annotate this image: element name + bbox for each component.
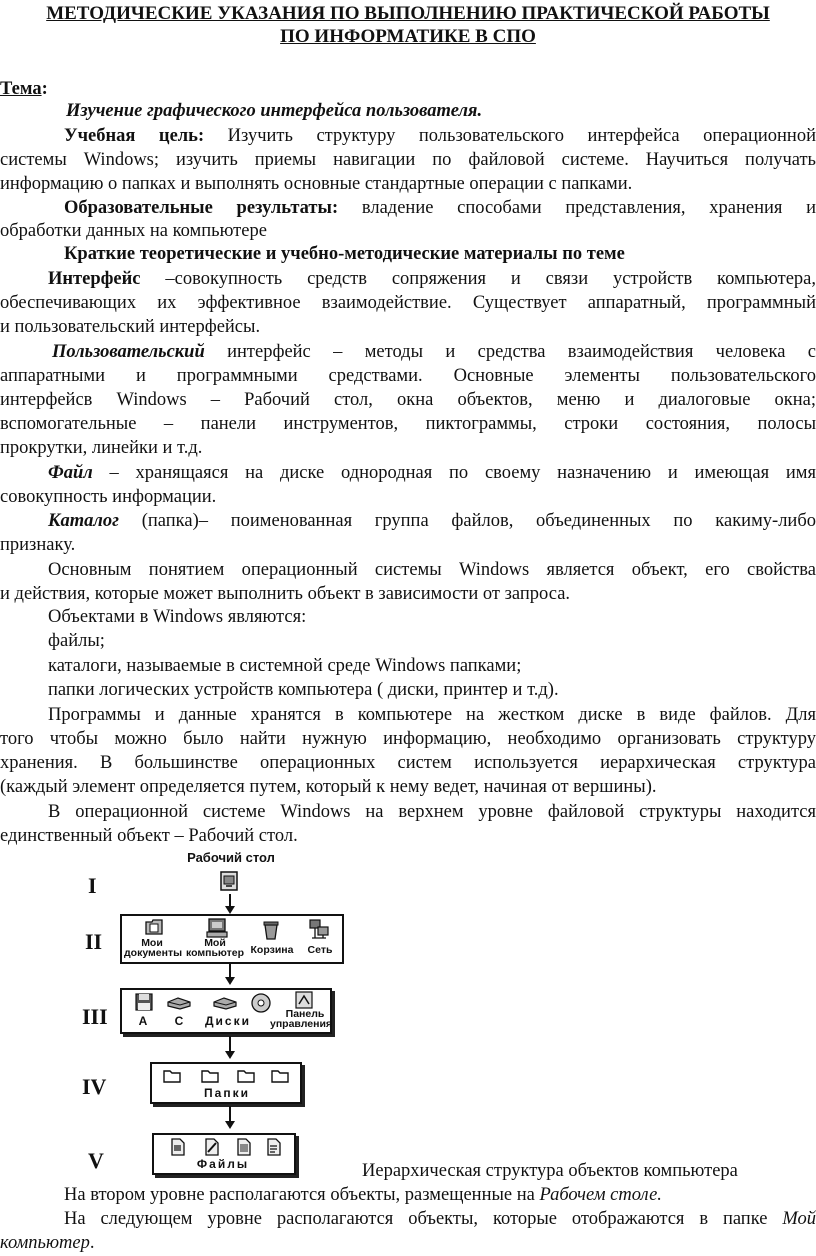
- goal-text1: Изучить структуру пользовательского интерфейса операционной: [227, 126, 816, 146]
- storage-line4: (каждый элемент определяется путем, который к нему ведет, начиная от вершины).: [0, 777, 657, 797]
- interface-line1: [0, 268, 816, 290]
- control-panel-label-1: Панель: [285, 1008, 325, 1020]
- level-label-v: V: [88, 1148, 104, 1173]
- files-label: Файлы: [196, 1157, 250, 1171]
- level4-box: [150, 1062, 302, 1104]
- file-term: Файл: [48, 463, 93, 483]
- floppy-icon: [134, 992, 154, 1012]
- arrow-2-3: [225, 977, 235, 985]
- interface-text1: –совокупность средств сопряжения и связи устройств компьютера,: [165, 269, 816, 289]
- level-label-ii: II: [85, 929, 103, 954]
- cd-icon: [250, 992, 272, 1014]
- drive-c-label: С: [174, 1014, 184, 1028]
- interface-line3: и пользовательский интерфейсы.: [0, 317, 261, 337]
- file-icon: [170, 1138, 186, 1156]
- after-line1-text: На втором уровне располагаются объекты, размещенные на: [64, 1185, 540, 1205]
- connector-4-5: [229, 1106, 231, 1122]
- catalog-term: Каталог: [48, 511, 120, 531]
- level-label-iii: III: [82, 1004, 108, 1029]
- after-line2: [0, 1208, 816, 1230]
- file-text1: – хранящаяся на диске однородная по своему назначению и имеющая имя: [109, 463, 816, 483]
- arrow-4-5: [225, 1121, 235, 1129]
- diagram-caption: Иерархическая структура объектов компьютера: [362, 1161, 738, 1181]
- user-interface-line2: аппаратными и программными средствами. Основные элементы пользовательского: [0, 366, 816, 386]
- drive-a-label: А: [138, 1014, 148, 1028]
- network-icon: [308, 918, 330, 940]
- topic-label-line: [0, 78, 816, 100]
- connector-3-4: [229, 1036, 231, 1052]
- interface-line2: обеспечивающих их эффективное взаимодействие. Существует аппаратный, программный: [0, 293, 816, 313]
- desktop-icon: [218, 870, 240, 892]
- disk-icon: [212, 996, 238, 1010]
- storage-line2: того чтобы можно было найти нужную информацию, необходимо организовать структуру: [0, 729, 816, 749]
- level3-box: [120, 988, 332, 1034]
- objects-line5: каталоги, называемые в системной среде Windows папками;: [48, 656, 522, 676]
- objects-line2: и действия, которые может выполнить объект в зависимости от запроса.: [0, 584, 571, 604]
- document-title-line2: ПО ИНФОРМАТИКЕ В СПО: [280, 26, 536, 47]
- level-label-i: I: [88, 873, 97, 898]
- objects-line4: файлы;: [48, 631, 105, 651]
- user-interface-line5: прокрутки, линейки и т.д.: [0, 438, 203, 458]
- after-line3-post: .: [89, 1233, 95, 1253]
- computer-icon: [206, 918, 228, 938]
- mycomp-label-2: компьютер: [185, 947, 245, 959]
- goal-line2: системы Windows; изучить приемы навигации по файловой системе. Научиться получать: [0, 150, 816, 170]
- goal-line3: информацию о папках и выполнять основные стандартные операции с папками.: [0, 174, 633, 194]
- folder-icon: [236, 1068, 256, 1084]
- trash-label: Корзина: [250, 944, 294, 956]
- file-line1: [0, 462, 816, 484]
- topic-text-value: Изучение графического интерфейса пользователя.: [66, 101, 483, 121]
- folder-icon: [162, 1068, 182, 1084]
- after-line2-text: На следующем уровне располагаются объекты, которые отображаются в папке: [64, 1209, 783, 1229]
- mycomp-label-1: Мой: [204, 937, 226, 949]
- file-icon: [204, 1138, 220, 1156]
- folders-label: Папки: [204, 1086, 250, 1100]
- goal-label: Учебная цель:: [64, 126, 205, 146]
- goal-line1: [0, 125, 816, 147]
- interface-term: Интерфейс: [48, 269, 141, 289]
- desktop-line1: В операционной системе Windows на верхнем уровне файловой структуры находится: [48, 802, 816, 822]
- folder-icon: [200, 1068, 220, 1084]
- level-label-iv: IV: [82, 1074, 107, 1099]
- file-icon: [266, 1138, 282, 1156]
- user-interface-term: Пользовательский: [52, 342, 205, 362]
- arrow-3-4: [225, 1051, 235, 1059]
- desktop-label: Рабочий стол: [187, 850, 275, 865]
- folder-icon: [270, 1068, 290, 1084]
- mydocs-label-2: документы: [124, 947, 183, 959]
- level2-box: [120, 914, 344, 964]
- after-line1-em: Рабочем столе.: [539, 1185, 662, 1205]
- level5-box: [152, 1133, 296, 1175]
- results-label: Образовательные результаты:: [64, 198, 339, 218]
- after-line3-em: компьютер: [0, 1233, 90, 1253]
- file-line2: совокупность информации.: [0, 487, 217, 507]
- catalog-line2: признаку.: [0, 535, 76, 555]
- after-line2-em: Мой: [782, 1209, 816, 1229]
- theory-heading: Краткие теоретические и учебно-методические материалы по теме: [64, 244, 625, 264]
- topic-colon: :: [41, 79, 48, 99]
- trash-icon: [262, 920, 280, 940]
- catalog-text1: (папка)– поименованная группа файлов, объединенных по какиму-либо: [141, 511, 816, 531]
- objects-line1: Основным понятием операционный системы Windows является объект, его свойства: [48, 560, 816, 580]
- after-line3: [0, 1232, 816, 1254]
- objects-line6: папки логических устройств компьютера ( диски, принтер и т.д).: [48, 680, 559, 700]
- connector-2-3: [229, 962, 231, 978]
- user-interface-line1: [0, 341, 816, 363]
- catalog-line1: [0, 510, 816, 532]
- after-line1: [0, 1184, 816, 1206]
- user-interface-line4: вспомогательные – панели инструментов, пиктограммы, строки состояния, полосы: [0, 414, 816, 434]
- mydocs-label-1: Мои: [141, 937, 163, 949]
- control-panel-label-2: управления: [270, 1018, 333, 1030]
- net-label: Сеть: [307, 944, 333, 956]
- results-line2: обработки данных на компьютере: [0, 221, 267, 241]
- disk-icon: [166, 996, 192, 1010]
- objects-line3: Объектами в Windows являются:: [48, 607, 307, 627]
- topic-text: [0, 100, 816, 122]
- user-interface-line3: интерфейсв Windows – Рабочий стол, окна объектов, меню и диалоговые окна;: [0, 390, 816, 410]
- file-icon: [236, 1138, 252, 1156]
- documents-icon: [144, 918, 164, 936]
- arrow-1-2: [225, 906, 235, 914]
- document-title-line1: МЕТОДИЧЕСКИЕ УКАЗАНИЯ ПО ВЫПОЛНЕНИЮ ПРАКТИЧЕСКОЙ РАБОТЫ: [46, 3, 770, 24]
- control-panel-icon: [294, 990, 314, 1010]
- desktop-line2: единственный объект – Рабочий стол.: [0, 826, 298, 846]
- user-interface-text1: интерфейс – методы и средства взаимодействия человека с: [227, 342, 816, 362]
- results-text1: владение способами представления, хранения и: [361, 198, 816, 218]
- disks-label: Диски: [205, 1014, 251, 1028]
- results-line1: [0, 197, 816, 219]
- topic-label: Тема: [0, 79, 42, 99]
- storage-line3: хранения. В большинстве операционных систем используется иерархическая структура: [0, 753, 816, 773]
- storage-line1: Программы и данные хранятся в компьютере на жестком диске в виде файлов. Для: [48, 705, 816, 725]
